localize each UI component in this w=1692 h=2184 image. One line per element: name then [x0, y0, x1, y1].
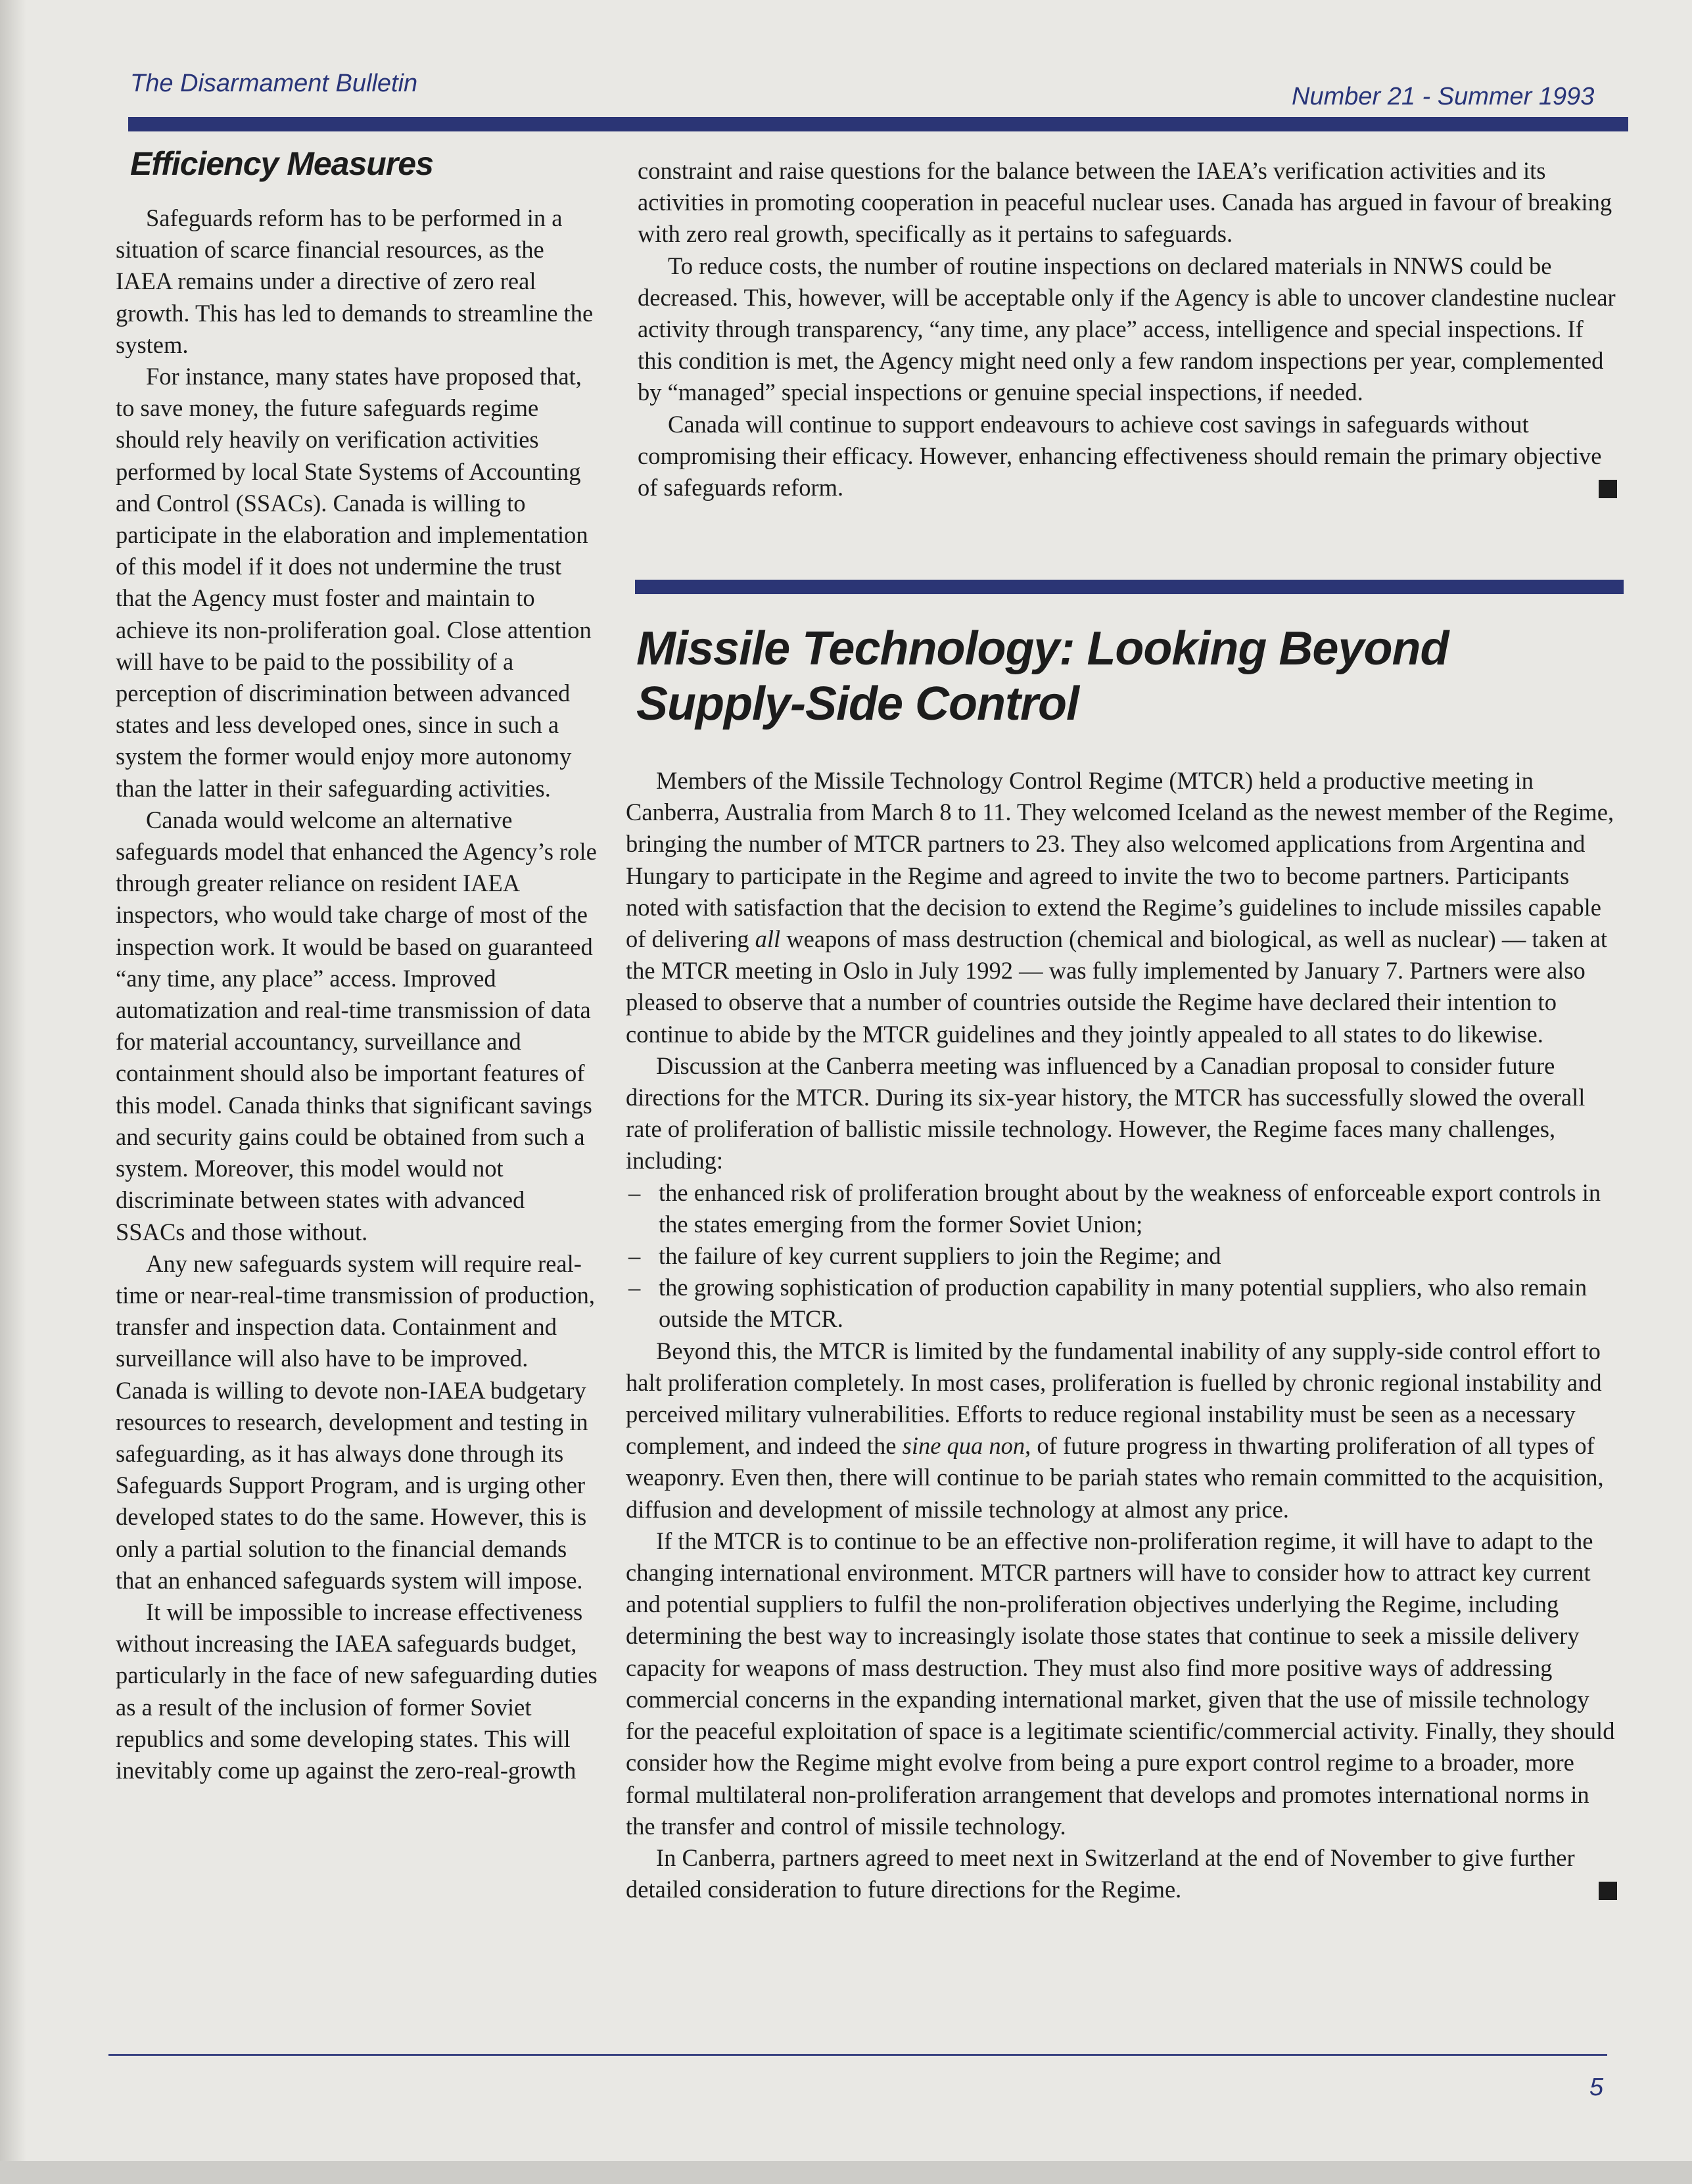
- publication-title: The Disarmament Bulletin: [130, 70, 418, 97]
- italic-text: sine qua non: [902, 1432, 1025, 1460]
- list-item: – the enhanced risk of proliferation brought about by the weakness of enforceable export controls in the states emerging from the former Soviet Union;: [626, 1177, 1617, 1240]
- paragraph: Any new safeguards system will require real-time or near-real-time transmission of production, transfer and inspection data. Containment and surveillance will also have to be improved. Canada is willing to devote non-IAEA budgetary resources to research, development and testing in safeguarding, as it has always done through its Safeguards Support Program, and is urging other developed states to do the same. However, this is only a partial solution to the financial demands that an enhanced safeguards system will impose.: [116, 1249, 596, 1594]
- paragraph-text: Canada will continue to support endeavours to achieve cost savings in safeguards without compromising their efficacy. However, enhancing effectiveness should remain the primary objective of safeguards reform.: [638, 410, 1602, 501]
- article-title-line: Missile Technology: Looking Beyond: [636, 622, 1449, 675]
- page-bottom-edge: [0, 2161, 1692, 2184]
- article-title: [636, 621, 1622, 732]
- list-item: – the failure of key current suppliers to join the Regime; and: [626, 1240, 1617, 1272]
- challenges-list: [626, 1177, 1617, 1336]
- article-divider-rule: [635, 580, 1624, 594]
- paragraph-with-end-mark: [626, 1842, 1617, 1905]
- paragraph: For instance, many states have proposed that, to save money, the future safeguards regime should rely heavily on verification activities performed by local State Systems of Accounting and Control (SSACs). Canada is willing to participate in the elaboration and implementation of this model if it does not undermine the trust that the Agency must foster and maintain to achieve its non-proliferation goal. Close attention will have to be paid to the possibility of a perception of discrimination between advanced states and less developed ones, since in such a system the former would enjoy more autonomy than the latter in their safeguarding activities.: [116, 363, 592, 802]
- text-run: Beyond this, the MTCR is limited by the fundamental inability of any supply-side control effort to halt proliferation completely. In most cases, proliferation is fuelled by chronic regional instability and perceived military vulnerabilities. Efforts to reduce regional instability must be seen as a necessary complement, and indeed the: [626, 1337, 1602, 1460]
- text-run: weapons of mass destruction (chemical and biological, as well as nuclear) — taken at the MTCR meeting in Oslo in July 1992 — was fully implemented by January 7. Partners were also pleased to observe that a number of countries outside the Regime have declared their intention to continue to abide by the MTCR guidelines and they jointly appealed to all states to do likewise.: [626, 925, 1607, 1048]
- paragraph-with-end-mark: [638, 409, 1617, 504]
- header-rule: [128, 117, 1628, 131]
- list-item: – the growing sophistication of production capability in many potential suppliers, who also remain outside the MTCR.: [626, 1272, 1617, 1335]
- issue-number: Number 21 - Summer 1993: [1292, 83, 1595, 110]
- text-run: Members of the Missile Technology Control Regime (MTCR) held a productive meeting in Canberra, Australia from March 8 to 11. They welcomed Iceland as the newest member of the Regime, bringing the number of MTCR partners to 23. They also welcomed applications from Argentina and Hungary to participate in the Regime and agreed to invite the two to become partners. Participants noted with satisfaction that the decision to extend the Regime’s guidelines to include missiles capable of delivering: [626, 767, 1614, 953]
- paragraph: constraint and raise questions for the balance between the IAEA’s verification activities and its activities in promoting cooperation in peaceful nuclear uses. Canada has argued in favour of breaking with zero real growth, specifically as it pertains to safeguards.: [638, 157, 1612, 248]
- italic-text: all: [755, 925, 781, 953]
- footer-rule: [108, 2054, 1607, 2056]
- right-column-continuation: [638, 155, 1617, 503]
- article-title-line: Supply-Side Control: [636, 678, 1079, 730]
- text-run: , of future progress in thwarting proliferation of all types of weaponry. Even then, there will continue to be pariah states who remain committed to the acquisition, diffusion and development of missile technology at almost any price.: [626, 1432, 1604, 1523]
- paragraph: If the MTCR is to continue to be an effective non-proliferation regime, it will have to adapt to the changing international environment. MTCR partners will have to consider how to attract key current and potential suppliers to fulfil the non-proliferation objectives underlying the Regime, including determining the best way to increasingly isolate those states that continue to seek a missile delivery capacity for weapons of mass destruction. They must also find more positive ways of addressing commercial concerns in the expanding international market, given that the use of missile technology for the peaceful exploitation of space is a legitimate scientific/commercial activity. Finally, they should consider how the Regime might evolve from being a pure export control regime to a broader, more formal multilateral non-proliferation arrangement that develops and promotes international norms in the transfer and control of missile technology.: [626, 1527, 1615, 1840]
- page-gutter-shadow: [0, 0, 26, 2184]
- end-of-article-mark: [1599, 1882, 1617, 1900]
- paragraph: [626, 765, 1617, 1050]
- paragraph: Discussion at the Canberra meeting was influenced by a Canadian proposal to consider future directions for the MTCR. During its six-year history, the MTCR has successfully slowed the overall rate of proliferation of ballistic missile technology. However, the Regime faces many challenges, including:: [626, 1052, 1586, 1174]
- paragraph: Safeguards reform has to be performed in a situation of scarce financial resources, as the IAEA remains under a directive of zero real growth. This has led to demands to streamline the system.: [116, 204, 594, 358]
- paragraph-text: In Canberra, partners agreed to meet next in Switzerland at the end of November to give further detailed consideration to future directions for the Regime.: [626, 1844, 1575, 1903]
- section-heading: Efficiency Measures: [130, 145, 433, 182]
- paragraph: It will be impossible to increase effectiveness without increasing the IAEA safeguards budget, particularly in the face of new safeguarding duties as a result of the inclusion of former Soviet republics and some developing states. This will inevitably come up against the zero-real-growth: [116, 1598, 598, 1784]
- page-number: 5: [1589, 2074, 1604, 2101]
- paragraph: To reduce costs, the number of routine inspections on declared materials in NNWS could be decreased. This, however, will be acceptable only if the Agency is able to uncover clandestine nuclear activity through transparency, “any time, any place” access, intelligence and special inspections. If this condition is met, the Agency might need only a few random inspections per year, complemented by “managed” special inspections or genuine special inspections, if needed.: [638, 252, 1616, 406]
- left-column: [116, 202, 599, 1786]
- paragraph: [626, 1336, 1617, 1525]
- article-body: [626, 765, 1617, 1905]
- paragraph: Canada would welcome an alternative safeguards model that enhanced the Agency’s role through greater reliance on resident IAEA inspectors, who would take charge of most of the inspection work. It would be based on guaranteed “any time, any place” access. Improved automatization and real-time transmission of data for material accountancy, surveillance and containment should also be important features of this model. Canada thinks that significant savings and security gains could be obtained from such a system. Moreover, this model would not discriminate between states with advanced SSACs and those without.: [116, 806, 597, 1245]
- end-of-article-mark: [1599, 480, 1617, 498]
